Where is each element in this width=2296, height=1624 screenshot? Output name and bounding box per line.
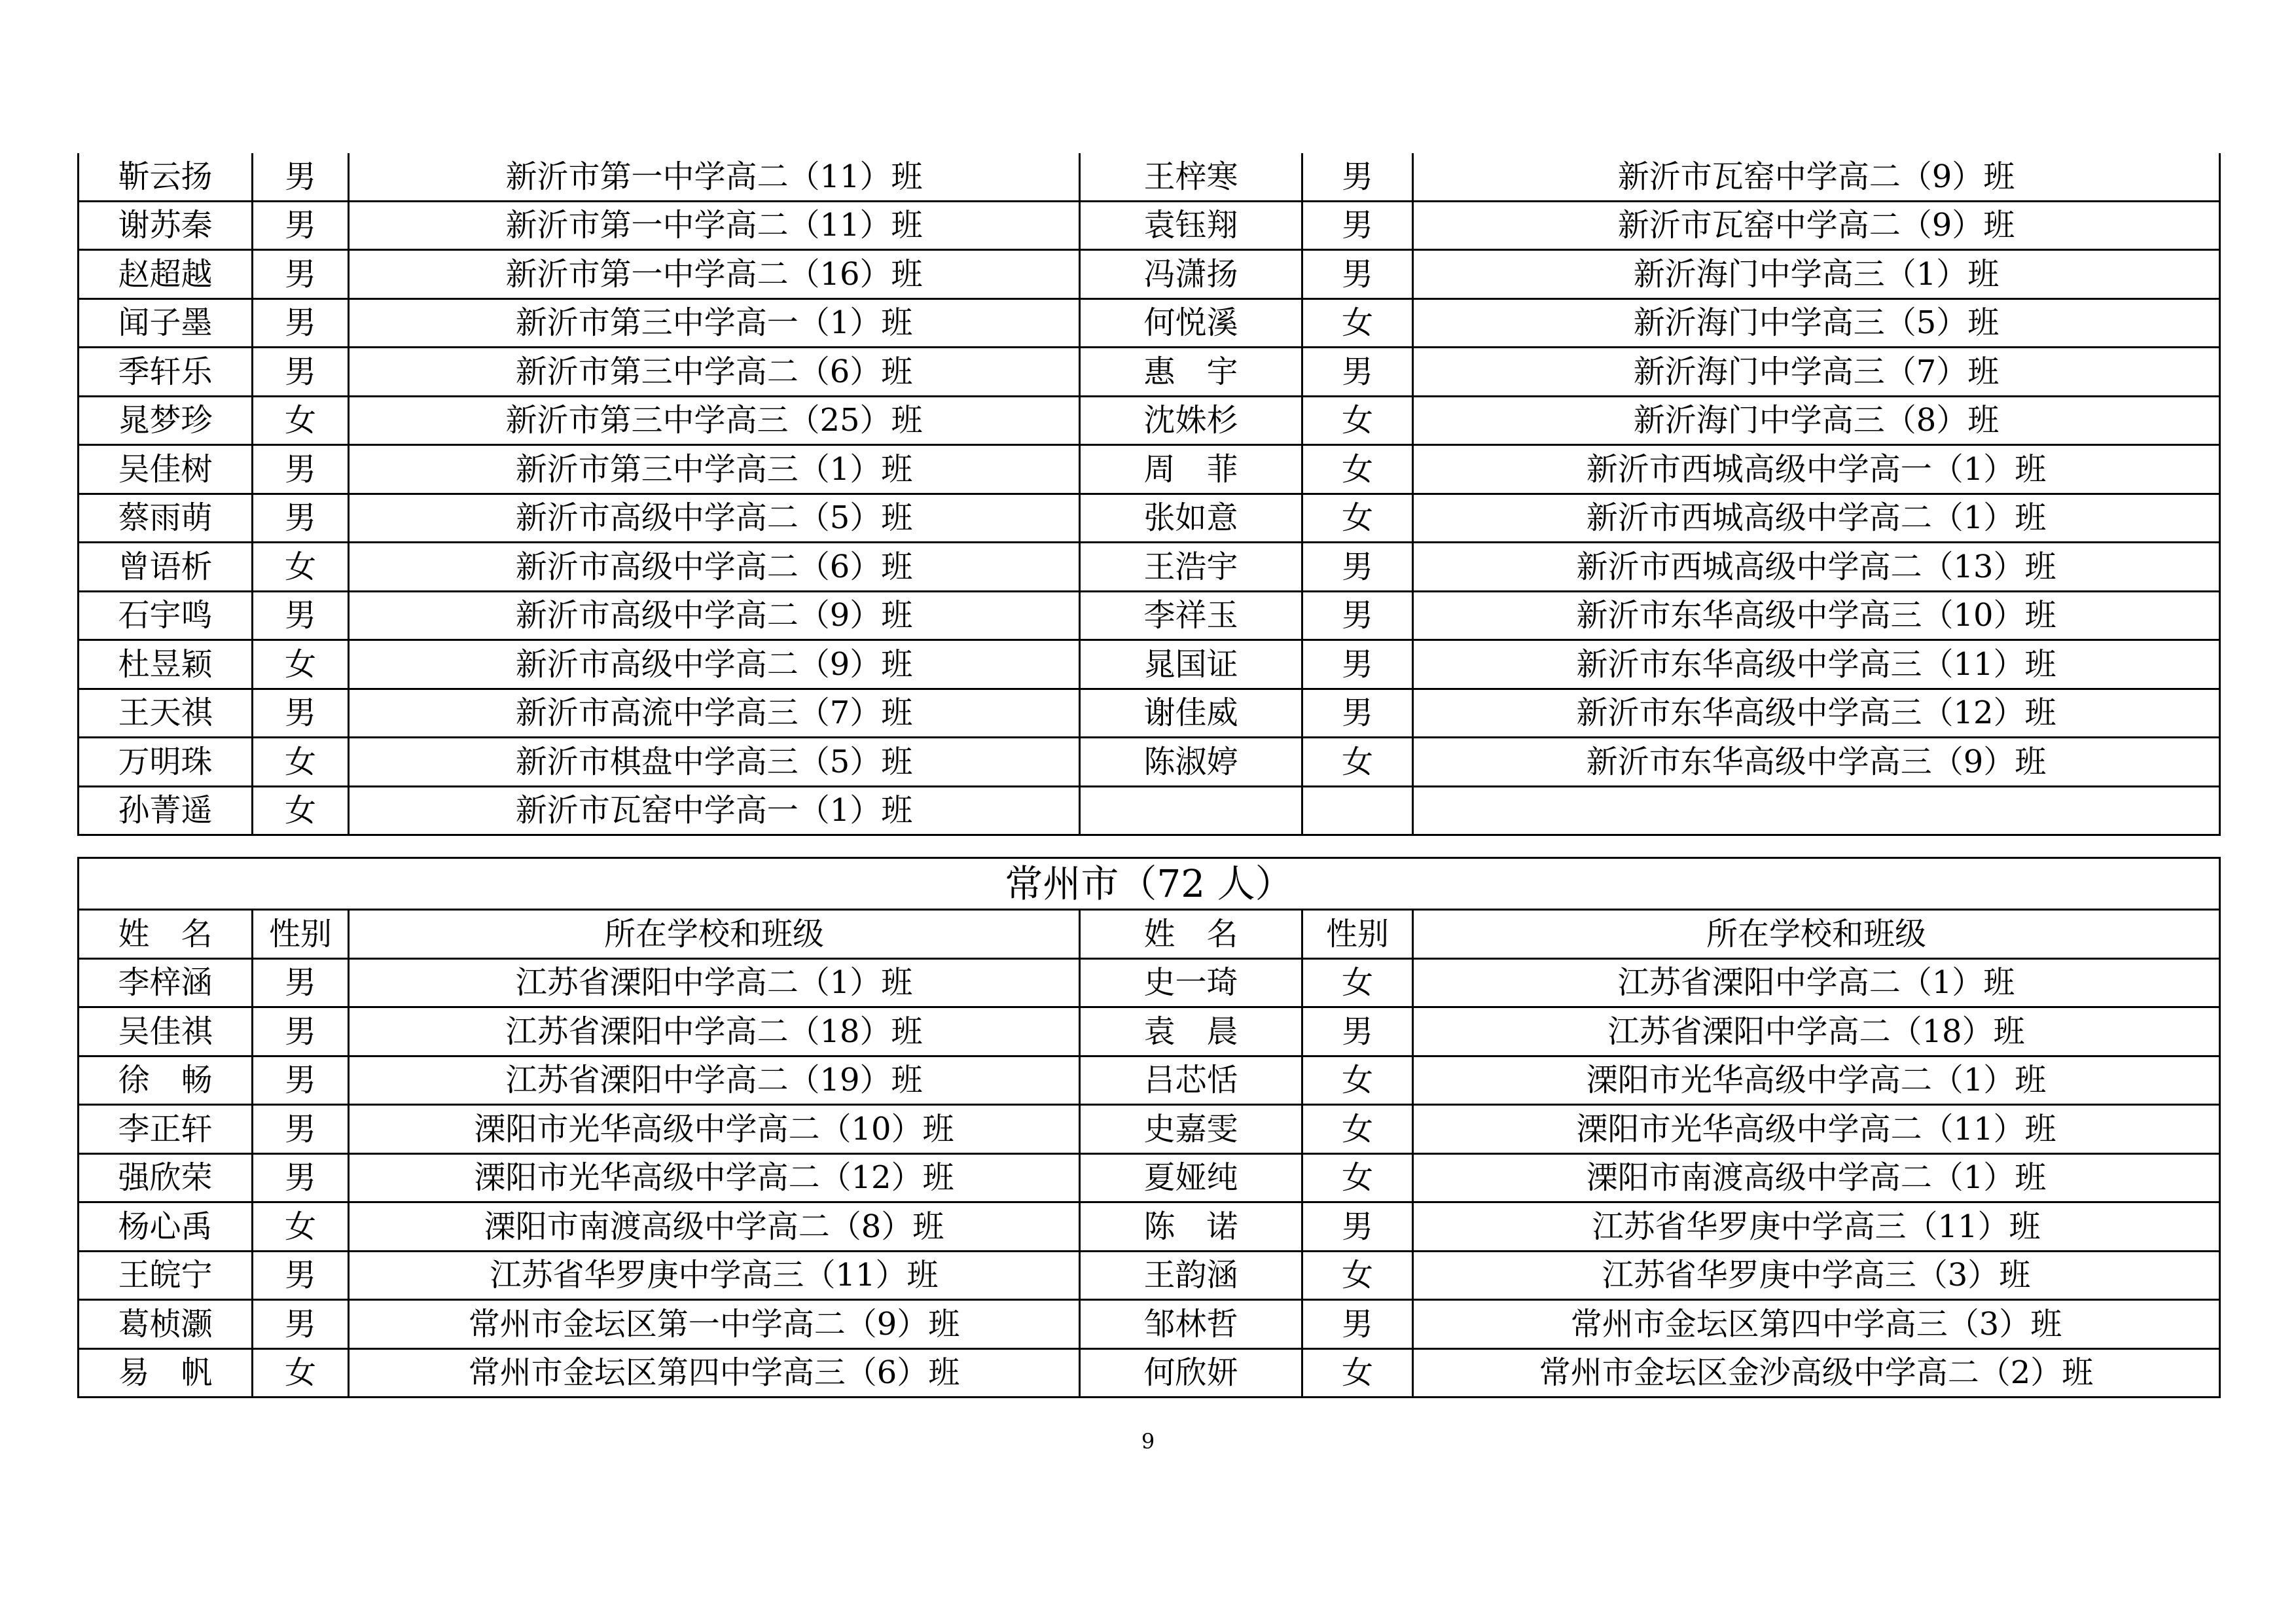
cell-school-class-left: 江苏省溧阳中学高二（19）班 xyxy=(349,1056,1080,1105)
cell-gender-right: 男 xyxy=(1302,1300,1413,1349)
cell-school-class-right: 江苏省华罗庚中学高三（3）班 xyxy=(1413,1251,2220,1300)
table-row xyxy=(79,591,2220,640)
cell-name-left: 杜昱颖 xyxy=(79,640,253,689)
cell-gender-right: 女 xyxy=(1302,1056,1413,1105)
cell-gender-left: 女 xyxy=(253,543,349,592)
cell-name-left: 杨心禹 xyxy=(79,1202,253,1252)
cell-name-right: 何悦溪 xyxy=(1080,298,1302,348)
cell-school-class-right: 江苏省溧阳中学高二（1）班 xyxy=(1413,958,2220,1007)
cell-name-right: 陈淑婷 xyxy=(1080,738,1302,787)
table-row xyxy=(79,738,2220,787)
cell-gender-right: 女 xyxy=(1302,396,1413,445)
cell-school-class-left: 常州市金坛区第四中学高三（6）班 xyxy=(349,1348,1080,1398)
header-school-right: 所在学校和班级 xyxy=(1413,910,2220,959)
cell-name-left: 曾语析 xyxy=(79,543,253,592)
table-row xyxy=(79,1105,2220,1154)
cell-name-right: 晁国证 xyxy=(1080,640,1302,689)
cell-gender-right: 女 xyxy=(1302,1251,1413,1300)
cell-school-class-right: 新沂海门中学高三（7）班 xyxy=(1413,348,2220,397)
cell-gender-left: 男 xyxy=(253,1153,349,1202)
cell-name-left: 王皖宁 xyxy=(79,1251,253,1300)
cell-gender-left: 男 xyxy=(253,591,349,640)
cell-school-class-left: 新沂市棋盘中学高三（5）班 xyxy=(349,738,1080,787)
cell-name-left: 强欣荣 xyxy=(79,1153,253,1202)
table-row xyxy=(79,786,2220,835)
cell-name-right: 袁钰翔 xyxy=(1080,201,1302,250)
cell-name-right: 陈 诺 xyxy=(1080,1202,1302,1252)
cell-name-left: 靳云扬 xyxy=(79,153,253,201)
cell-school-class-left: 常州市金坛区第一中学高二（9）班 xyxy=(349,1300,1080,1349)
table-row xyxy=(79,1056,2220,1105)
cell-gender-right: 男 xyxy=(1302,543,1413,592)
cell-gender-left: 女 xyxy=(253,1348,349,1398)
cell-name-right: 夏娅纯 xyxy=(1080,1153,1302,1202)
cell-gender-left: 男 xyxy=(253,201,349,250)
cell-gender-left: 男 xyxy=(253,1056,349,1105)
cell-school-class-left: 溧阳市光华高级中学高二（12）班 xyxy=(349,1153,1080,1202)
table-row xyxy=(79,201,2220,250)
cell-school-class-left: 新沂市高级中学高二（9）班 xyxy=(349,640,1080,689)
section-title-row xyxy=(79,858,2220,910)
table-row xyxy=(79,1153,2220,1202)
cell-gender-right: 男 xyxy=(1302,153,1413,201)
cell-school-class-right: 溧阳市南渡高级中学高二（1）班 xyxy=(1413,1153,2220,1202)
table-row xyxy=(79,396,2220,445)
cell-gender-left: 男 xyxy=(253,1300,349,1349)
cell-gender-right: 男 xyxy=(1302,689,1413,738)
cell-gender-right: 女 xyxy=(1302,738,1413,787)
cell-school-class-right: 新沂海门中学高三（8）班 xyxy=(1413,396,2220,445)
cell-school-class-left: 新沂市第三中学高三（25）班 xyxy=(349,396,1080,445)
cell-school-class-left: 新沂市瓦窑中学高一（1）班 xyxy=(349,786,1080,835)
cell-name-left: 蔡雨萌 xyxy=(79,494,253,543)
table-row xyxy=(79,689,2220,738)
cell-name-right: 袁 晨 xyxy=(1080,1007,1302,1056)
table-row xyxy=(79,1202,2220,1252)
cell-name-right: 吕芯恬 xyxy=(1080,1056,1302,1105)
cell-name-left: 李正轩 xyxy=(79,1105,253,1154)
cell-gender-right: 男 xyxy=(1302,1007,1413,1056)
cell-gender-left: 女 xyxy=(253,640,349,689)
table-row xyxy=(79,1300,2220,1349)
cell-school-class-right: 新沂市东华高级中学高三（11）班 xyxy=(1413,640,2220,689)
cell-name-left: 石宇鸣 xyxy=(79,591,253,640)
cell-name-right: 何欣妍 xyxy=(1080,1348,1302,1398)
cell-gender-right: 女 xyxy=(1302,445,1413,494)
cell-gender-left: 男 xyxy=(253,1105,349,1154)
cell-name-right: 沈姝杉 xyxy=(1080,396,1302,445)
cell-name-right: 周 菲 xyxy=(1080,445,1302,494)
section-title: 常州市（72 人） xyxy=(79,858,2220,910)
cell-school-class-right: 新沂市瓦窑中学高二（9）班 xyxy=(1413,153,2220,201)
student-table-changzhou-body xyxy=(79,858,2220,1398)
cell-school-class-right: 常州市金坛区第四中学高三（3）班 xyxy=(1413,1300,2220,1349)
cell-gender-left: 女 xyxy=(253,786,349,835)
cell-school-class-right: 江苏省溧阳中学高二（18）班 xyxy=(1413,1007,2220,1056)
cell-gender-right: 男 xyxy=(1302,640,1413,689)
cell-school-class-left: 江苏省溧阳中学高二（18）班 xyxy=(349,1007,1080,1056)
cell-gender-right: 男 xyxy=(1302,1202,1413,1252)
cell-name-left: 李梓涵 xyxy=(79,958,253,1007)
cell-school-class-right: 江苏省华罗庚中学高三（11）班 xyxy=(1413,1202,2220,1252)
cell-gender-left: 女 xyxy=(253,396,349,445)
table-row xyxy=(79,1007,2220,1056)
cell-gender-left: 男 xyxy=(253,348,349,397)
table-row xyxy=(79,494,2220,543)
table-row xyxy=(79,1348,2220,1398)
cell-gender-right: 男 xyxy=(1302,201,1413,250)
cell-gender-left: 男 xyxy=(253,494,349,543)
cell-gender-right: 男 xyxy=(1302,250,1413,299)
cell-name-right: 史嘉雯 xyxy=(1080,1105,1302,1154)
cell-gender-right: 女 xyxy=(1302,1153,1413,1202)
cell-name-right: 王韵涵 xyxy=(1080,1251,1302,1300)
cell-school-class-left: 江苏省华罗庚中学高三（11）班 xyxy=(349,1251,1080,1300)
table-row xyxy=(79,445,2220,494)
student-table-xinyi-body xyxy=(79,153,2220,835)
cell-school-class-left: 新沂市第一中学高二（11）班 xyxy=(349,201,1080,250)
cell-school-class-right: 新沂市东华高级中学高三（9）班 xyxy=(1413,738,2220,787)
cell-gender-left: 女 xyxy=(253,738,349,787)
cell-school-class-left: 溧阳市光华高级中学高二（10）班 xyxy=(349,1105,1080,1154)
cell-school-class-right: 新沂市西城高级中学高一（1）班 xyxy=(1413,445,2220,494)
table-row xyxy=(79,298,2220,348)
cell-school-class-left: 新沂市第一中学高二（16）班 xyxy=(349,250,1080,299)
cell-name-right: 惠 宇 xyxy=(1080,348,1302,397)
cell-name-left: 吴佳祺 xyxy=(79,1007,253,1056)
cell-name-left: 万明珠 xyxy=(79,738,253,787)
cell-school-class-left: 新沂市第三中学高二（6）班 xyxy=(349,348,1080,397)
cell-school-class-right: 新沂市西城高级中学高二（1）班 xyxy=(1413,494,2220,543)
header-gender-right: 性别 xyxy=(1302,910,1413,959)
table-row xyxy=(79,640,2220,689)
cell-name-left: 易 帆 xyxy=(79,1348,253,1398)
cell-name-right: 冯潇扬 xyxy=(1080,250,1302,299)
header-gender-left: 性别 xyxy=(253,910,349,959)
cell-name-right: 张如意 xyxy=(1080,494,1302,543)
cell-school-class-right xyxy=(1413,786,2220,835)
cell-school-class-right: 新沂海门中学高三（1）班 xyxy=(1413,250,2220,299)
cell-gender-right: 男 xyxy=(1302,591,1413,640)
table-row xyxy=(79,1251,2220,1300)
cell-name-left: 谢苏秦 xyxy=(79,201,253,250)
cell-name-right: 李祥玉 xyxy=(1080,591,1302,640)
cell-school-class-left: 新沂市高级中学高二（5）班 xyxy=(349,494,1080,543)
cell-name-left: 吴佳树 xyxy=(79,445,253,494)
cell-name-left: 葛桢灏 xyxy=(79,1300,253,1349)
cell-gender-left: 男 xyxy=(253,689,349,738)
student-table-xinyi xyxy=(77,153,2221,836)
cell-gender-right: 女 xyxy=(1302,494,1413,543)
cell-name-left: 徐 畅 xyxy=(79,1056,253,1105)
cell-school-class-left: 新沂市第一中学高二（11）班 xyxy=(349,153,1080,201)
cell-gender-left: 男 xyxy=(253,1007,349,1056)
cell-gender-right: 女 xyxy=(1302,1348,1413,1398)
cell-school-class-left: 溧阳市南渡高级中学高二（8）班 xyxy=(349,1202,1080,1252)
student-table-changzhou xyxy=(77,857,2221,1398)
cell-gender-right: 男 xyxy=(1302,348,1413,397)
header-name-right: 姓 名 xyxy=(1080,910,1302,959)
cell-name-left: 赵超越 xyxy=(79,250,253,299)
cell-school-class-right: 新沂市瓦窑中学高二（9）班 xyxy=(1413,201,2220,250)
cell-gender-right: 女 xyxy=(1302,298,1413,348)
cell-name-right xyxy=(1080,786,1302,835)
cell-school-class-left: 新沂市第三中学高三（1）班 xyxy=(349,445,1080,494)
cell-school-class-left: 新沂市高级中学高二（6）班 xyxy=(349,543,1080,592)
cell-gender-left: 女 xyxy=(253,1202,349,1252)
cell-gender-left: 男 xyxy=(253,298,349,348)
cell-school-class-right: 常州市金坛区金沙高级中学高二（2）班 xyxy=(1413,1348,2220,1398)
cell-name-right: 王梓寒 xyxy=(1080,153,1302,201)
cell-gender-right xyxy=(1302,786,1413,835)
cell-gender-right: 女 xyxy=(1302,958,1413,1007)
table-row xyxy=(79,153,2220,201)
cell-gender-left: 男 xyxy=(253,1251,349,1300)
table-row xyxy=(79,348,2220,397)
cell-gender-left: 男 xyxy=(253,958,349,1007)
table-row xyxy=(79,543,2220,592)
cell-school-class-left: 江苏省溧阳中学高二（1）班 xyxy=(349,958,1080,1007)
cell-name-left: 晁梦珍 xyxy=(79,396,253,445)
cell-school-class-right: 新沂市东华高级中学高三（12）班 xyxy=(1413,689,2220,738)
cell-name-right: 谢佳威 xyxy=(1080,689,1302,738)
table-header-row xyxy=(79,910,2220,959)
cell-name-left: 闻子墨 xyxy=(79,298,253,348)
cell-school-class-left: 新沂市高流中学高三（7）班 xyxy=(349,689,1080,738)
cell-school-class-left: 新沂市第三中学高一（1）班 xyxy=(349,298,1080,348)
cell-gender-right: 女 xyxy=(1302,1105,1413,1154)
cell-gender-left: 男 xyxy=(253,153,349,201)
cell-name-right: 邹林哲 xyxy=(1080,1300,1302,1349)
cell-name-right: 史一琦 xyxy=(1080,958,1302,1007)
page-number: 9 xyxy=(1141,1429,1155,1454)
cell-name-left: 王天祺 xyxy=(79,689,253,738)
cell-school-class-left: 新沂市高级中学高二（9）班 xyxy=(349,591,1080,640)
cell-gender-left: 男 xyxy=(253,250,349,299)
header-school-left: 所在学校和班级 xyxy=(349,910,1080,959)
table-row xyxy=(79,250,2220,299)
cell-school-class-right: 新沂市东华高级中学高三（10）班 xyxy=(1413,591,2220,640)
cell-school-class-right: 溧阳市光华高级中学高二（1）班 xyxy=(1413,1056,2220,1105)
cell-name-left: 季轩乐 xyxy=(79,348,253,397)
cell-school-class-right: 溧阳市光华高级中学高二（11）班 xyxy=(1413,1105,2220,1154)
cell-gender-left: 男 xyxy=(253,445,349,494)
cell-school-class-right: 新沂海门中学高三（5）班 xyxy=(1413,298,2220,348)
cell-name-right: 王浩宇 xyxy=(1080,543,1302,592)
cell-school-class-right: 新沂市西城高级中学高二（13）班 xyxy=(1413,543,2220,592)
header-name-left: 姓 名 xyxy=(79,910,253,959)
cell-name-left: 孙菁遥 xyxy=(79,786,253,835)
table-row xyxy=(79,958,2220,1007)
